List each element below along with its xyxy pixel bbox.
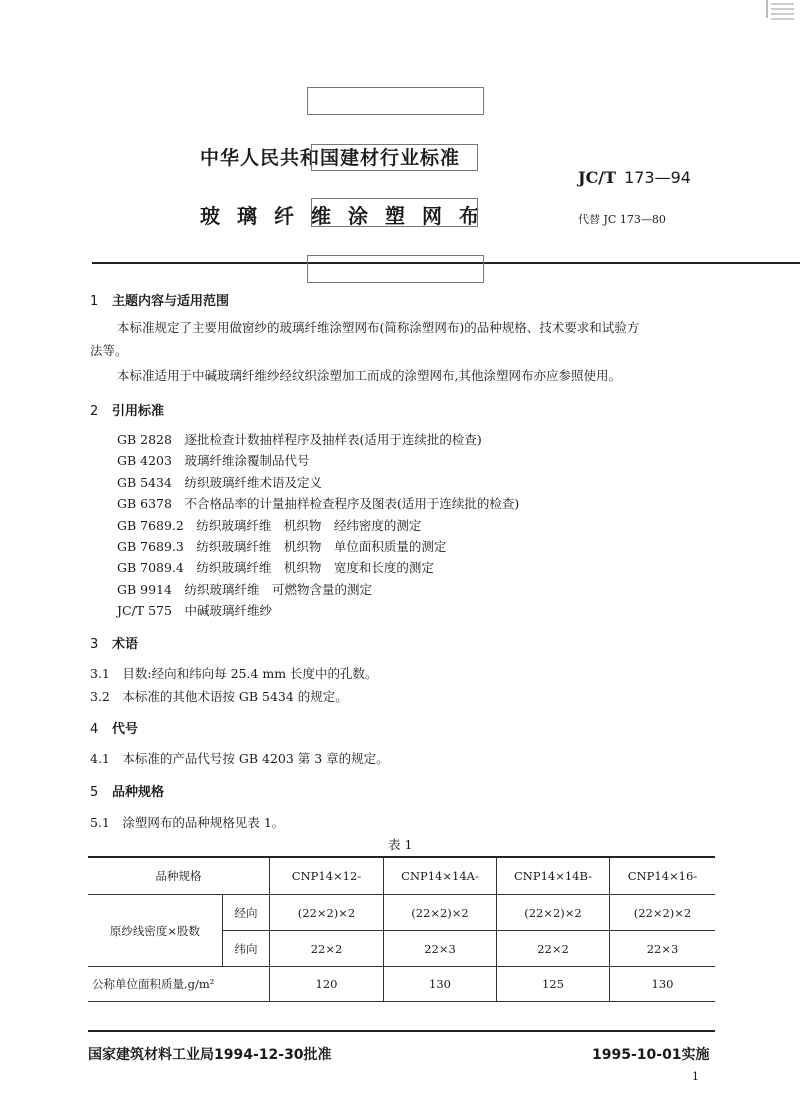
document-title: 玻璃纤维涂塑网布 <box>200 204 496 228</box>
section-5-heading: 5 品种规格 <box>90 785 165 800</box>
replaces-note: 代替 JC 173—80 <box>578 213 666 226</box>
reference-item: GB 7689.3 纺织玻璃纤维 机织物 单位面积质量的测定 <box>117 539 447 554</box>
row-group-label: 原纱线密度×股数 <box>88 895 223 967</box>
scan-mark <box>766 0 794 18</box>
cell: 22×3 <box>384 931 497 967</box>
table-row <box>88 895 715 931</box>
cell: 22×3 <box>610 931 716 967</box>
header-cell: CNP14×12- <box>270 857 384 895</box>
cell: 130 <box>384 967 497 1002</box>
cell: 120 <box>270 967 384 1002</box>
approval-date: 国家建筑材料工业局1994-12-30批准 <box>88 1047 332 1063</box>
cell: 22×2 <box>270 931 384 967</box>
section-3-heading: 3 术语 <box>90 637 139 652</box>
blank-box <box>307 87 484 115</box>
footer-rule <box>88 1030 715 1032</box>
clause: 3.2 本标准的其他术语按 GB 5434 的规定。 <box>90 689 348 704</box>
paragraph: 本标准规定了主要用做窗纱的玻璃纤维涂塑网布(简称涂塑网布)的品种规格、技术要求和试验方 <box>117 320 640 335</box>
cell: (22×2)×2 <box>610 895 716 931</box>
blank-box <box>307 255 484 283</box>
spec-table <box>88 856 715 1002</box>
section-2-heading: 2 引用标准 <box>90 404 165 419</box>
highlight-box <box>311 144 478 171</box>
clause: 5.1 涂塑网布的品种规格见表 1。 <box>90 815 285 830</box>
cell: (22×2)×2 <box>270 895 384 931</box>
code-prefix: JC/T <box>578 168 617 187</box>
page-number: 1 <box>692 1070 699 1083</box>
code-number: 173—94 <box>624 168 691 187</box>
cell: 130 <box>610 967 716 1002</box>
row-label: 公称单位面积质量,g/m² <box>88 967 270 1002</box>
reference-item: GB 4203 玻璃纤维涂覆制品代号 <box>117 453 310 468</box>
header-cell: 品种规格 <box>88 857 270 895</box>
paragraph: 本标准适用于中碱玻璃纤维纱经纹织涂塑加工而成的涂塑网布,其他涂塑网布亦应参照使用。 <box>117 368 621 383</box>
reference-item: GB 2828 逐批检查计数抽样程序及抽样表(适用于连续批的检查) <box>117 432 482 447</box>
clause: 3.1 目数:经向和纬向每 25.4 mm 长度中的孔数。 <box>90 666 378 681</box>
reference-item: GB 9914 纺织玻璃纤维 可燃物含量的测定 <box>117 582 372 597</box>
standard-category-title: 中华人民共和国建材行业标准 <box>200 147 461 169</box>
header-cell: CNP14×16- <box>610 857 716 895</box>
header-cell: CNP14×14B- <box>497 857 610 895</box>
reference-item: GB 6378 不合格品率的计量抽样检查程序及图表(适用于连续批的检查) <box>117 496 520 511</box>
cell: (22×2)×2 <box>384 895 497 931</box>
standard-code <box>578 168 691 187</box>
section-4-heading: 4 代号 <box>90 722 139 737</box>
paragraph: 法等。 <box>90 343 128 358</box>
effective-date: 1995-10-01实施 <box>592 1047 710 1063</box>
cell: (22×2)×2 <box>497 895 610 931</box>
reference-item: GB 7689.2 纺织玻璃纤维 机织物 经纬密度的测定 <box>117 518 422 533</box>
highlight-box <box>311 198 478 227</box>
cell: 22×2 <box>497 931 610 967</box>
row-label: 纬向 <box>223 931 270 967</box>
reference-item: GB 5434 纺织玻璃纤维术语及定义 <box>117 475 322 490</box>
table-row <box>88 967 715 1002</box>
section-1-heading: 1 主题内容与适用范围 <box>90 294 230 309</box>
table-header-row <box>88 857 715 895</box>
cell: 125 <box>497 967 610 1002</box>
reference-item: GB 7089.4 纺织玻璃纤维 机织物 宽度和长度的测定 <box>117 560 434 575</box>
table-caption: 表 1 <box>388 837 413 852</box>
clause: 4.1 本标准的产品代号按 GB 4203 第 3 章的规定。 <box>90 751 389 766</box>
header-cell: CNP14×14A- <box>384 857 497 895</box>
row-label: 经向 <box>223 895 270 931</box>
reference-item: JC/T 575 中碱玻璃纤维纱 <box>117 603 272 618</box>
